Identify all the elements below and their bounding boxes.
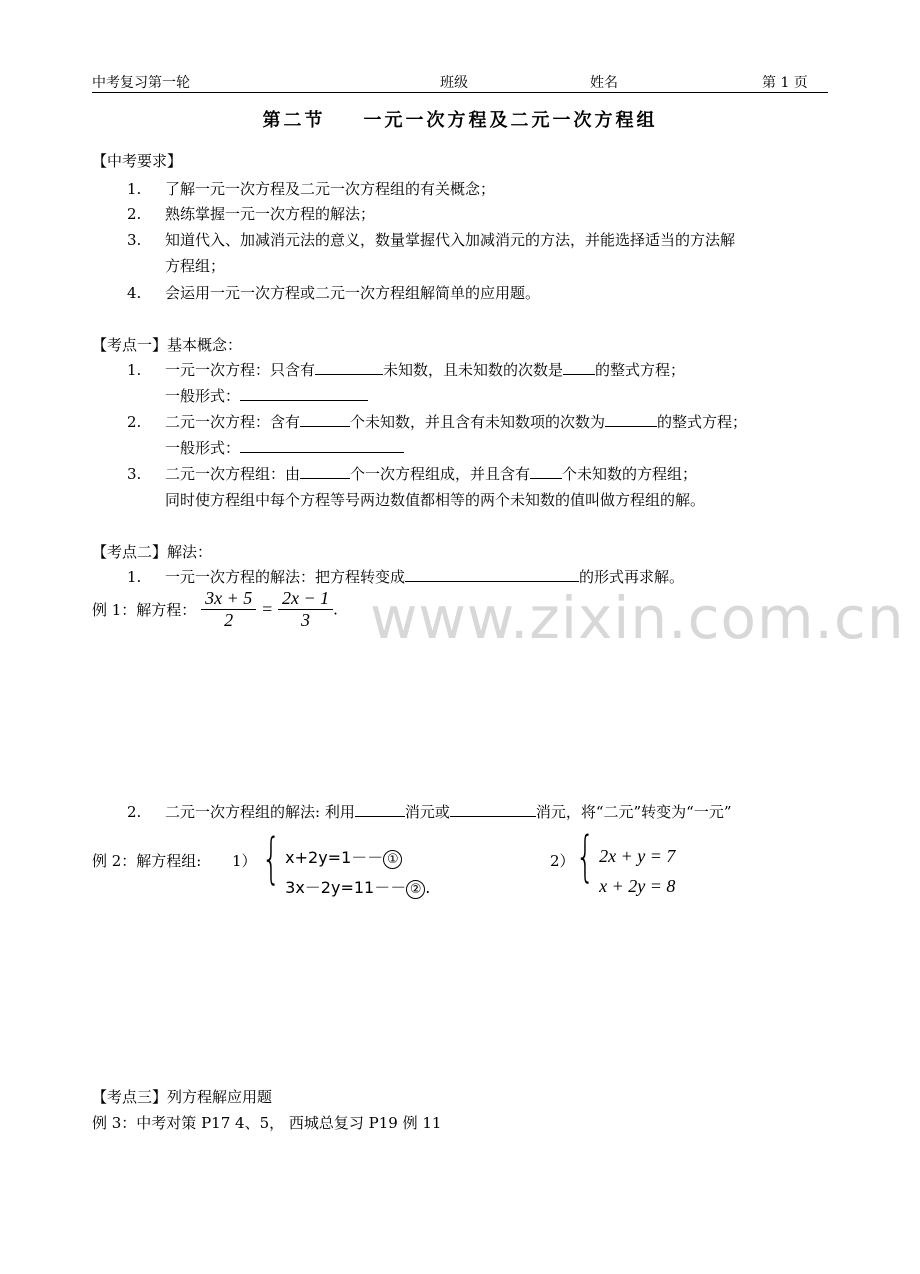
circled-one-icon: ① bbox=[383, 850, 402, 869]
point1-item-1-form: 一般形式： bbox=[165, 385, 368, 406]
page-title bbox=[0, 106, 920, 132]
brace-icon: { bbox=[575, 825, 595, 888]
header-page: 第 1 页 bbox=[762, 75, 808, 91]
req-item-4: 4. 会运用一元一次方程或二元一次方程组解简单的应用题。 bbox=[127, 284, 541, 302]
blank bbox=[405, 567, 579, 582]
blank bbox=[300, 464, 350, 479]
point2-heading: 【考点二】解法： bbox=[92, 543, 213, 561]
header-name-label: 姓名 bbox=[590, 75, 618, 91]
requirements-heading: 【中考要求】 bbox=[92, 152, 183, 170]
header-rule bbox=[92, 92, 828, 93]
header-class-label: 班级 bbox=[440, 75, 468, 91]
req-item-1: 1. 了解一元一次方程及二元一次方程组的有关概念； bbox=[127, 180, 496, 198]
point3-heading: 【考点三】列方程解应用题 bbox=[92, 1088, 273, 1106]
fraction-lhs: $\frac{3x + 5}{2}$ bbox=[201, 588, 256, 631]
req-item-3: 3. 知道代入、加减消元法的意义，数量掌握代入加减消元的方法，并能选择适当的方法解 bbox=[127, 231, 736, 249]
title-section: 第二节 bbox=[262, 110, 326, 131]
blank bbox=[300, 412, 350, 427]
point1-item-1: 1. 一元一次方程：只含有 未知数，且未知数的次数是 的整式方程； bbox=[127, 361, 686, 379]
blank bbox=[450, 802, 536, 817]
point1-item-2-form: 一般形式： bbox=[165, 437, 404, 458]
point1-heading: 【考点一】基本概念： bbox=[92, 336, 243, 354]
watermark: www.zixin.com.cn bbox=[370, 584, 905, 652]
fraction-rhs: $\frac{2x - 1}{3}$ bbox=[278, 588, 333, 631]
equation-system-2: { 2x + y = 7 x + 2y = 8 bbox=[575, 825, 676, 896]
example-1: 例 1：解方程： $\frac{3x + 5}{2}$ = $\frac{2x - 1}{3}$ . bbox=[92, 588, 338, 630]
header-left: 中考复习第一轮 bbox=[92, 75, 190, 91]
req-item-3-cont: 方程组； bbox=[165, 257, 226, 275]
blank bbox=[563, 360, 595, 375]
example-2-part2-label: 2） bbox=[550, 852, 575, 870]
req-item-2: 2. 熟练掌握一元一次方程的解法； bbox=[127, 205, 376, 223]
point2-item-2: 2. 二元一次方程组的解法: 利用 消元或 消元，将“二元”转变为“一元” bbox=[127, 803, 732, 821]
point1-item-3: 3. 二元一次方程组：由 个一次方程组成，并且含有 个未知数的方程组； bbox=[127, 465, 698, 483]
brace-icon: { bbox=[261, 827, 281, 890]
title-topic: 一元一次方程及二元一次方程组 bbox=[363, 110, 658, 131]
blank bbox=[530, 464, 562, 479]
example-3: 例 3：中考对策 P17 4、5， 西城总复习 P19 例 11 bbox=[92, 1114, 442, 1132]
equation-system-1: { x+2y=1－－ ① 3x－2y=11－－ ② . bbox=[261, 827, 431, 897]
circled-two-icon: ② bbox=[406, 880, 425, 899]
blank bbox=[240, 386, 368, 401]
example-2-part1-label: 1） bbox=[232, 852, 257, 870]
point1-item-2: 2. 二元一次方程：含有 个未知数，并且含有未知数项的次数为 的整式方程； bbox=[127, 413, 748, 431]
blank bbox=[240, 438, 404, 453]
example-2-label: 例 2：解方程组: bbox=[92, 852, 202, 870]
blank bbox=[605, 412, 657, 427]
point1-item-3-cont: 同时使方程组中每个方程等号两边数值都相等的两个未知数的值叫做方程组的解。 bbox=[165, 491, 706, 509]
point2-item-1: 1. 一元一次方程的解法：把方程转变成 的形式再求解。 bbox=[127, 568, 685, 586]
blank bbox=[315, 360, 383, 375]
blank bbox=[355, 802, 405, 817]
